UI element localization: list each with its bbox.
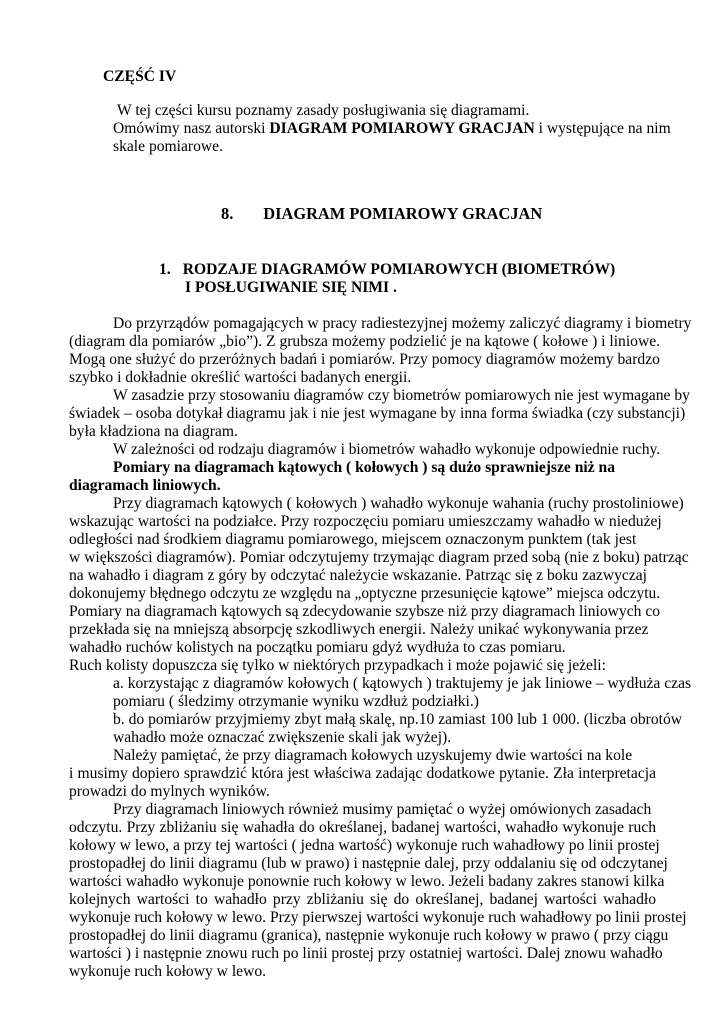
section-number: 1. <box>159 261 171 278</box>
body-line: pomiaru ( śledzimy otrzymanie wyniku wzdłuż podziałki.) <box>113 693 479 710</box>
intro-text-end: i występujące na nim <box>534 120 671 137</box>
body-line-bold: diagramach liniowych. <box>69 477 221 494</box>
intro-line-3: skale pomiarowe. <box>113 138 223 155</box>
chapter-heading <box>221 205 542 223</box>
intro-text: Omówimy nasz autorski <box>113 120 270 137</box>
body-line: dokonujemy błędnego odczytu ze względu na „optyczne przesunięcie kątowe” miejsca odczytu. <box>69 585 661 602</box>
body-line: Do przyrządów pomagających w pracy radiestezyjnej możemy zaliczyć diagramy i biometry <box>113 315 692 332</box>
body-line: Ruch kolisty dopuszcza się tylko w niektórych przypadkach i może pojawić się jeżeli: <box>69 657 606 674</box>
body-line: odczytu. Przy zbliżaniu się wahadła do określanej, badanej wartości, wahadło wykonuje ruch <box>69 819 656 836</box>
body-line: Przy diagramach liniowych również musimy pamiętać o wyżej omówionych zasadach <box>113 801 652 818</box>
body-line: prostopadłej do linii diagramu (granica), następnie wykonuje ruch kołowy w prawo ( przy ciągu <box>69 927 669 944</box>
body-line: wskazując wartości na podziałce. Przy rozpoczęciu pomiaru umieszczamy wahadło w niedużej <box>69 513 662 530</box>
body-line: b. do pomiarów przyjmiemy zbyt małą skalę, np.10 zamiast 100 lub 1 000. (liczba obrotów <box>113 711 683 728</box>
body-line: wahadło może oznaczać zwiększenie skali jak wyżej). <box>113 729 452 746</box>
body-line: świadek – osoba dotykał diagramu jak i nie jest wymagane by inna forma świadka (czy substancji) <box>69 405 686 422</box>
body-line: i musimy dopiero sprawdzić która jest właściwa zadając dodatkowe pytanie. Zła interpretacja <box>69 765 656 782</box>
section-title-line-2: I POSŁUGIWANIE SIĘ NIMI . <box>185 279 397 296</box>
body-line: Należy pamiętać, że przy diagramach kołowych uzyskujemy dwie wartości na kole <box>113 747 633 764</box>
body-line: przekłada się na mniejszą absorpcję szkodliwych energii. Należy unikać wykonywania przez <box>69 621 649 638</box>
section-title-line-1: RODZAJE DIAGRAMÓW POMIAROWYCH (BIOMETRÓW) <box>182 261 616 278</box>
body-line-bold: Pomiary na diagramach kątowych ( kołowych ) są dużo sprawniejsze niż na <box>113 459 616 476</box>
body-line: szybko i dokładnie określić wartości badanych energii. <box>69 369 412 386</box>
body-line: wahadło ruchów kolistych na początku pomiaru gdyż wydłuża to czas pomiaru. <box>69 639 566 656</box>
body-line: była kładziona na diagram. <box>69 423 238 440</box>
body-line: prostopadłej do linii diagramu (lub w prawo) i następnie dalej, przy oddalaniu się od odczytanej <box>69 855 668 872</box>
body-line: Przy diagramach kątowych ( kołowych ) wahadło wykonuje wahania (ruchy prostoliniowe) <box>113 495 684 512</box>
body-line: W zależności od rodzaju diagramów i biometrów wahadło wykonuje odpowiednie ruchy. <box>113 441 661 458</box>
intro-line-1: W tej części kursu poznamy zasady posługiwania się diagramami. <box>117 102 530 119</box>
body-line: na wahadło i diagram z góry by odczytać należycie wskazanie. Patrząc się z boku zazwyczaj <box>69 567 647 584</box>
body-line: prowadzi do mylnych wyników. <box>69 783 270 800</box>
body-line: (diagram dla pomiarów „bio”). Z grubsza możemy podzielić je na kątowe ( kołowe ) i liniowe. <box>69 333 661 350</box>
body-line: Mogą one służyć do przeróżnych badań i pomiarów. Przy pomocy diagramów możemy bardzo <box>69 351 660 368</box>
intro-diagram-name: DIAGRAM POMIAROWY GRACJAN <box>269 120 535 137</box>
chapter-title: DIAGRAM POMIAROWY GRACJAN <box>263 204 543 223</box>
body-line: wartości ) i następnie znowu ruch po linii prostej przy ostatniej wartości. Dalej znowu wahadło <box>69 945 663 962</box>
part-title: CZĘŚĆ IV <box>103 68 177 85</box>
body-line: odległości nad środkiem diagramu pomiarowego, miejscem oznaczonym punktem (tak jest <box>69 531 637 548</box>
body-line: a. korzystając z diagramów kołowych ( kątowych ) traktujemy je jak liniowe – wydłuża czas <box>113 675 692 692</box>
body-line: wartości wahadło wykonuje ponownie ruch kołowy w lewo. Jeżeli badany zakres stanowi kilka <box>69 873 665 890</box>
body-line: wykonuje ruch kołowy w lewo. Przy pierwszej wartości wykonuje ruch wahadłowy po linii prostej <box>69 909 687 926</box>
chapter-number: 8. <box>221 204 234 223</box>
body-line: wykonuje ruch kołowy w lewo. <box>69 963 267 980</box>
body-line: w większości diagramów). Pomiar odczytujemy trzymając diagram przed sobą (nie z boku) patrząc <box>69 549 689 566</box>
body-line: kołowy w lewo, a przy tej wartości ( jedna wartość) wykonuje ruch wahadłowy po linii prostej <box>69 837 660 854</box>
section-heading <box>159 261 615 279</box>
body-line: kolejnych wartości to wahadło przy zbliżaniu się do określanej, badanej wartości wahadło <box>69 891 656 908</box>
body-line: Pomiary na diagramach kątowych są zdecydowanie szybsze niż przy diagramach liniowych co <box>69 603 661 620</box>
body-line: W zasadzie przy stosowaniu diagramów czy biometrów pomiarowych nie jest wymagane by <box>113 387 690 404</box>
intro-line-2 <box>113 120 671 138</box>
